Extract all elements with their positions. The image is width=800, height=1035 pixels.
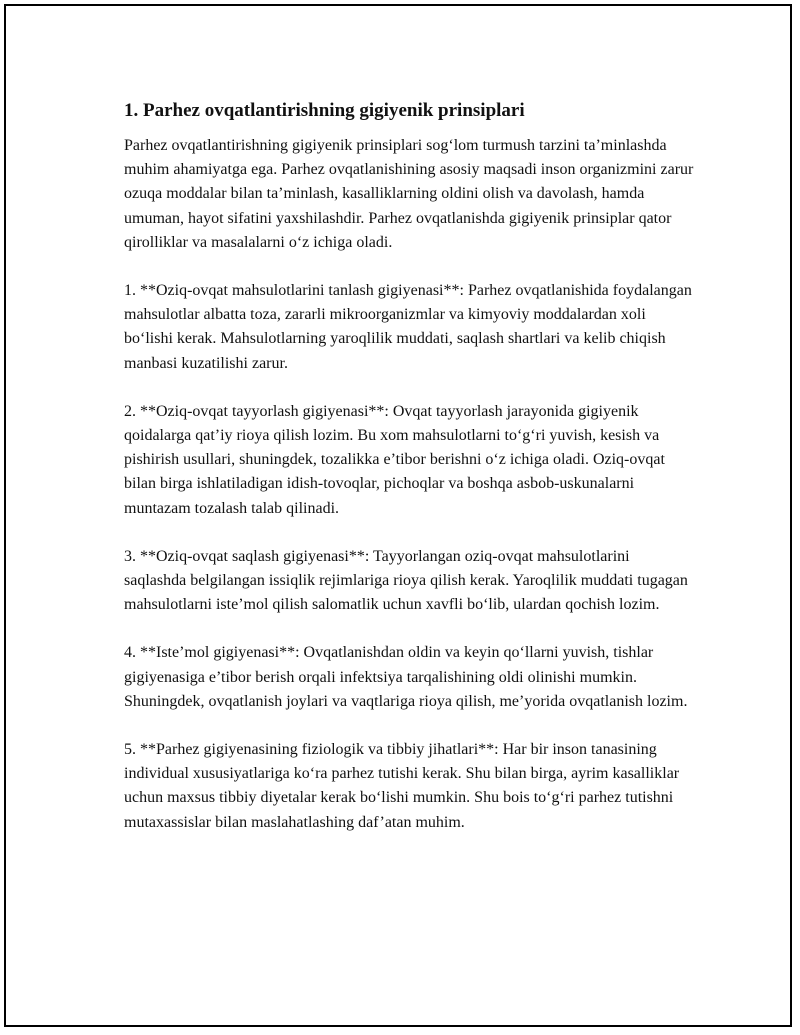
page-frame — [4, 4, 792, 1027]
paragraph-item-5: 5. **Parhez gigiyenasining fiziologik va tibbiy jihatlari**: Har bir inson tanasining individual xususiyatlariga ko‘ra parhez tutishi kerak. Shu bilan birga, ayrim kasalliklar uchun maxsus tibbiy diyetalar kerak bo‘lishi mumkin. Shu bois to‘g‘ri parhez tutishni mutaxassislar bilan maslahatlashing daf’atan muhim. — [124, 741, 680, 831]
document-body — [124, 98, 694, 835]
paragraph-intro: Parhez ovqatlantirishning gigiyenik prinsiplari sog‘lom turmush tarzini ta’minlashda muhim ahamiyatga ega. Parhez ovqatlanishining asosiy maqsadi inson organizmini zarur ozuqa moddalar bilan ta’minlash, kasalliklarning oldini olish va davolash, hamda umuman, hayot sifatini yaxshilashdir. Parhez ovqatlanishda gigiyenik prinsiplar qator qirolliklar va masalalarni o‘z ichiga oladi. — [124, 137, 694, 251]
paragraph-item-4: 4. **Iste’mol gigiyenasi**: Ovqatlanishdan oldin va keyin qo‘llarni yuvish, tishlar gigiyenasiga e’tibor berish orqali infektsiya tarqalishining oldi olinishi mumkin. Shuningdek, ovqatlanish joylari va vaqtlariga rioya qilish, me’yorida ovqatlanish lozim. — [124, 644, 688, 710]
paragraph-item-2: 2. **Oziq-ovqat tayyorlash gigiyenasi**: Ovqat tayyorlash jarayonida gigiyenik qoidalarga qat’iy rioya qilish lozim. Bu xom mahsulotlarni to‘g‘ri yuvish, kesish va pishirish usullari, shuningdek, tozalikka e’tibor berishni o‘z ichiga oladi. Oziq-ovqat bilan birga ishlatiladigan idish-tovoqlar, pichoqlar va boshqa asbob-uskunalarni muntazam tozalash talab qilinadi. — [124, 402, 665, 517]
document-title: 1. Parhez ovqatlantirishning gigiyenik prinsiplari — [124, 100, 525, 121]
paragraph-item-3: 3. **Oziq-ovqat saqlash gigiyenasi**: Tayyorlangan oziq-ovqat mahsulotlarini saqlashda belgilangan issiqlik rejimlariga rioya qilish kerak. Yaroqlilik muddati tugagan mahsulotlarni iste’mol qilish salomatlik uchun xavfli bo‘lib, ulardan qochish lozim. — [124, 547, 688, 614]
paragraph-item-1: 1. **Oziq-ovqat mahsulotlarini tanlash gigiyenasi**: Parhez ovqatlanishida foydalangan mahsulotlar albatta toza, zararli mikroorganizmlar va kimyoviy moddalardan xoli bo‘lishi kerak. Mahsulotlarning yaroqlilik muddati, saqlash shartlari va kelib chiqish manbasi kuzatilishi zarur. — [124, 282, 692, 372]
